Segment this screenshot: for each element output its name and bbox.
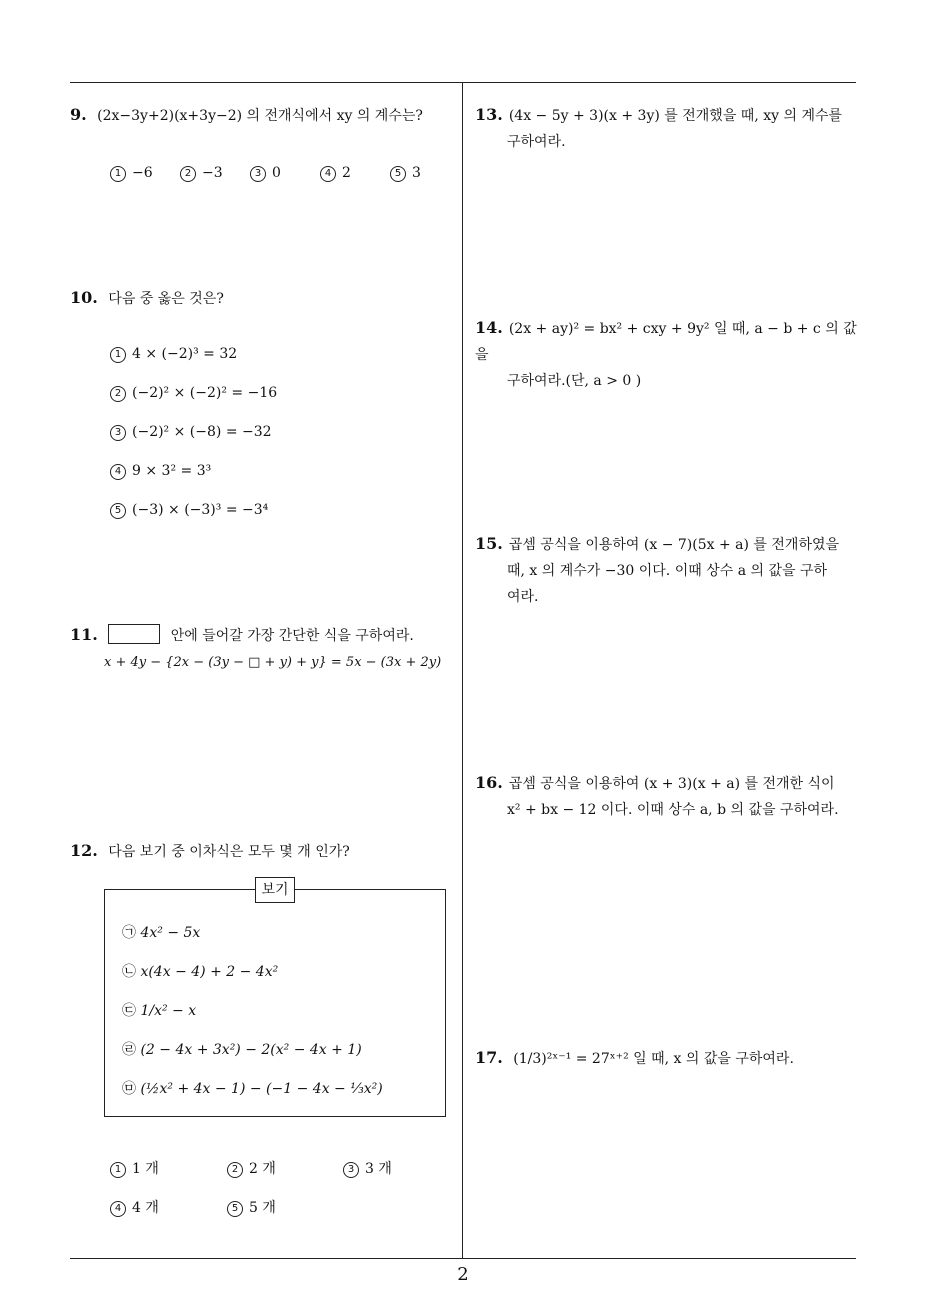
choice-text: −6	[132, 165, 153, 181]
choice-text: 5 개	[249, 1200, 276, 1216]
question-text: (2x−3y+2)(x+3y−2) 의 전개식에서 xy 의 계수는?	[97, 108, 423, 124]
question-number: 10.	[70, 288, 98, 307]
choice-mark: 3	[110, 425, 126, 441]
choice-3[interactable]	[110, 424, 272, 441]
item-text: x(4x − 4) + 2 − 4x²	[140, 964, 279, 980]
choice-mark: 5	[390, 166, 406, 182]
item-mark: ㉡	[122, 964, 136, 980]
question-text: (4x − 5y + 3)(x + 3y) 를 전개했을 때, xy 의 계수를	[508, 108, 843, 124]
question-text: (2x + ay)² = bx² + cxy + 9y² 일 때, a − b + c 의 값을	[475, 321, 857, 363]
question-text: 안에 들어갈 가장 간단한 식을 구하여라.	[170, 628, 414, 644]
choice-1[interactable]	[110, 1158, 159, 1178]
example-item-2	[122, 961, 278, 981]
question-text: 다음 보기 중 이차식은 모두 몇 개 인가?	[108, 844, 350, 860]
choice-2[interactable]	[110, 385, 277, 402]
choice-1[interactable]	[110, 165, 153, 182]
bottom-rule	[70, 1258, 856, 1259]
choice-mark: 2	[227, 1162, 243, 1178]
question-12	[70, 838, 455, 865]
question-line: 구하여라.(단, a > 0 )	[507, 373, 642, 389]
choice-mark: 2	[110, 386, 126, 402]
choice-text: 3 개	[365, 1161, 392, 1177]
question-15	[475, 531, 860, 610]
choice-mark: 1	[110, 347, 126, 363]
choice-mark: 2	[180, 166, 196, 182]
choice-3[interactable]	[343, 1158, 392, 1178]
example-item-1	[122, 922, 200, 942]
question-10	[70, 285, 455, 312]
example-item-4	[122, 1039, 362, 1059]
top-rule	[70, 82, 856, 83]
choice-text: (−2)² × (−8) = −32	[132, 424, 272, 440]
example-item-3	[122, 1000, 196, 1020]
choice-1[interactable]	[110, 346, 237, 363]
choice-5[interactable]	[227, 1197, 276, 1217]
choice-mark: 3	[250, 166, 266, 182]
column-divider	[462, 83, 463, 1259]
choice-mark: 5	[110, 503, 126, 519]
choice-text: 0	[272, 165, 281, 181]
question-line	[475, 315, 860, 368]
example-item-5	[122, 1078, 383, 1098]
choice-text: 1 개	[132, 1161, 159, 1177]
question-number: 17.	[475, 1048, 503, 1067]
choice-mark: 3	[343, 1162, 359, 1178]
answer-blank-box	[108, 624, 160, 644]
choice-text: 2	[342, 165, 351, 181]
question-number: 16.	[475, 773, 503, 792]
item-mark: ㉠	[122, 925, 136, 941]
choice-text: 2 개	[249, 1161, 276, 1177]
item-text: 4x² − 5x	[140, 925, 201, 941]
choice-mark: 4	[110, 464, 126, 480]
choice-5[interactable]	[390, 165, 421, 182]
choice-3[interactable]	[250, 165, 281, 182]
choice-text: (−3) × (−3)³ = −3⁴	[132, 502, 269, 518]
question-line: 때, x 의 계수가 −30 이다. 이때 상수 a 의 값을 구하	[507, 563, 828, 579]
question-line	[475, 102, 860, 129]
choice-text: 9 × 3² = 3³	[132, 463, 212, 479]
question-16	[475, 770, 860, 823]
question-number: 15.	[475, 534, 503, 553]
choice-4[interactable]	[320, 165, 351, 182]
question-number: 13.	[475, 105, 503, 124]
question-number: 9.	[70, 105, 87, 124]
choice-mark: 4	[110, 1201, 126, 1217]
choice-mark: 5	[227, 1201, 243, 1217]
choice-text: (−2)² × (−2)² = −16	[132, 385, 278, 401]
page-number: 2	[457, 1264, 469, 1285]
choice-text: 4 × (−2)³ = 32	[132, 346, 238, 362]
question-text: 곱셈 공식을 이용하여 (x + 3)(x + a) 를 전개한 식이	[508, 776, 835, 792]
item-mark: ㉣	[122, 1042, 136, 1058]
question-text: (1/3)²ˣ⁻¹ = 27ˣ⁺² 일 때, x 의 값을 구하여라.	[513, 1051, 794, 1067]
example-box-title: 보기	[255, 877, 295, 903]
question-line	[475, 770, 860, 797]
question-text: 곱셈 공식을 이용하여 (x − 7)(5x + a) 를 전개하였을	[508, 537, 840, 553]
choice-5[interactable]	[110, 502, 268, 519]
question-11-equation: x + 4y − {2x − (3y − □ + y) + y} = 5x − (3x + 2y)	[104, 655, 442, 670]
item-text: (½x² + 4x − 1) − (−1 − 4x − ⅓x²)	[140, 1081, 383, 1097]
question-17	[475, 1045, 860, 1072]
choice-2[interactable]	[227, 1158, 276, 1178]
item-text: (2 − 4x + 3x²) − 2(x² − 4x + 1)	[140, 1042, 362, 1058]
question-line: 구하여라.	[507, 134, 566, 150]
choice-text: −3	[202, 165, 223, 181]
question-line	[475, 531, 860, 558]
item-mark: ㉢	[122, 1003, 136, 1019]
question-number: 14.	[475, 318, 503, 337]
question-14	[475, 315, 860, 394]
question-number: 11.	[70, 625, 98, 644]
choice-4[interactable]	[110, 1197, 159, 1217]
choice-mark: 1	[110, 1162, 126, 1178]
choice-text: 3	[412, 165, 421, 181]
question-13	[475, 102, 860, 155]
choice-mark: 4	[320, 166, 336, 182]
question-11	[70, 622, 455, 649]
choice-text: 4 개	[132, 1200, 159, 1216]
choice-mark: 1	[110, 166, 126, 182]
item-mark: ㉤	[122, 1081, 136, 1097]
choice-4[interactable]	[110, 463, 211, 480]
question-9	[70, 102, 455, 129]
question-line: 여라.	[507, 589, 539, 605]
item-text: 1/x² − x	[140, 1003, 197, 1019]
question-number: 12.	[70, 841, 98, 860]
choice-2[interactable]	[180, 165, 223, 182]
question-line: x² + bx − 12 이다. 이때 상수 a, b 의 값을 구하여라.	[507, 802, 839, 818]
question-text: 다음 중 옳은 것은?	[108, 291, 224, 307]
